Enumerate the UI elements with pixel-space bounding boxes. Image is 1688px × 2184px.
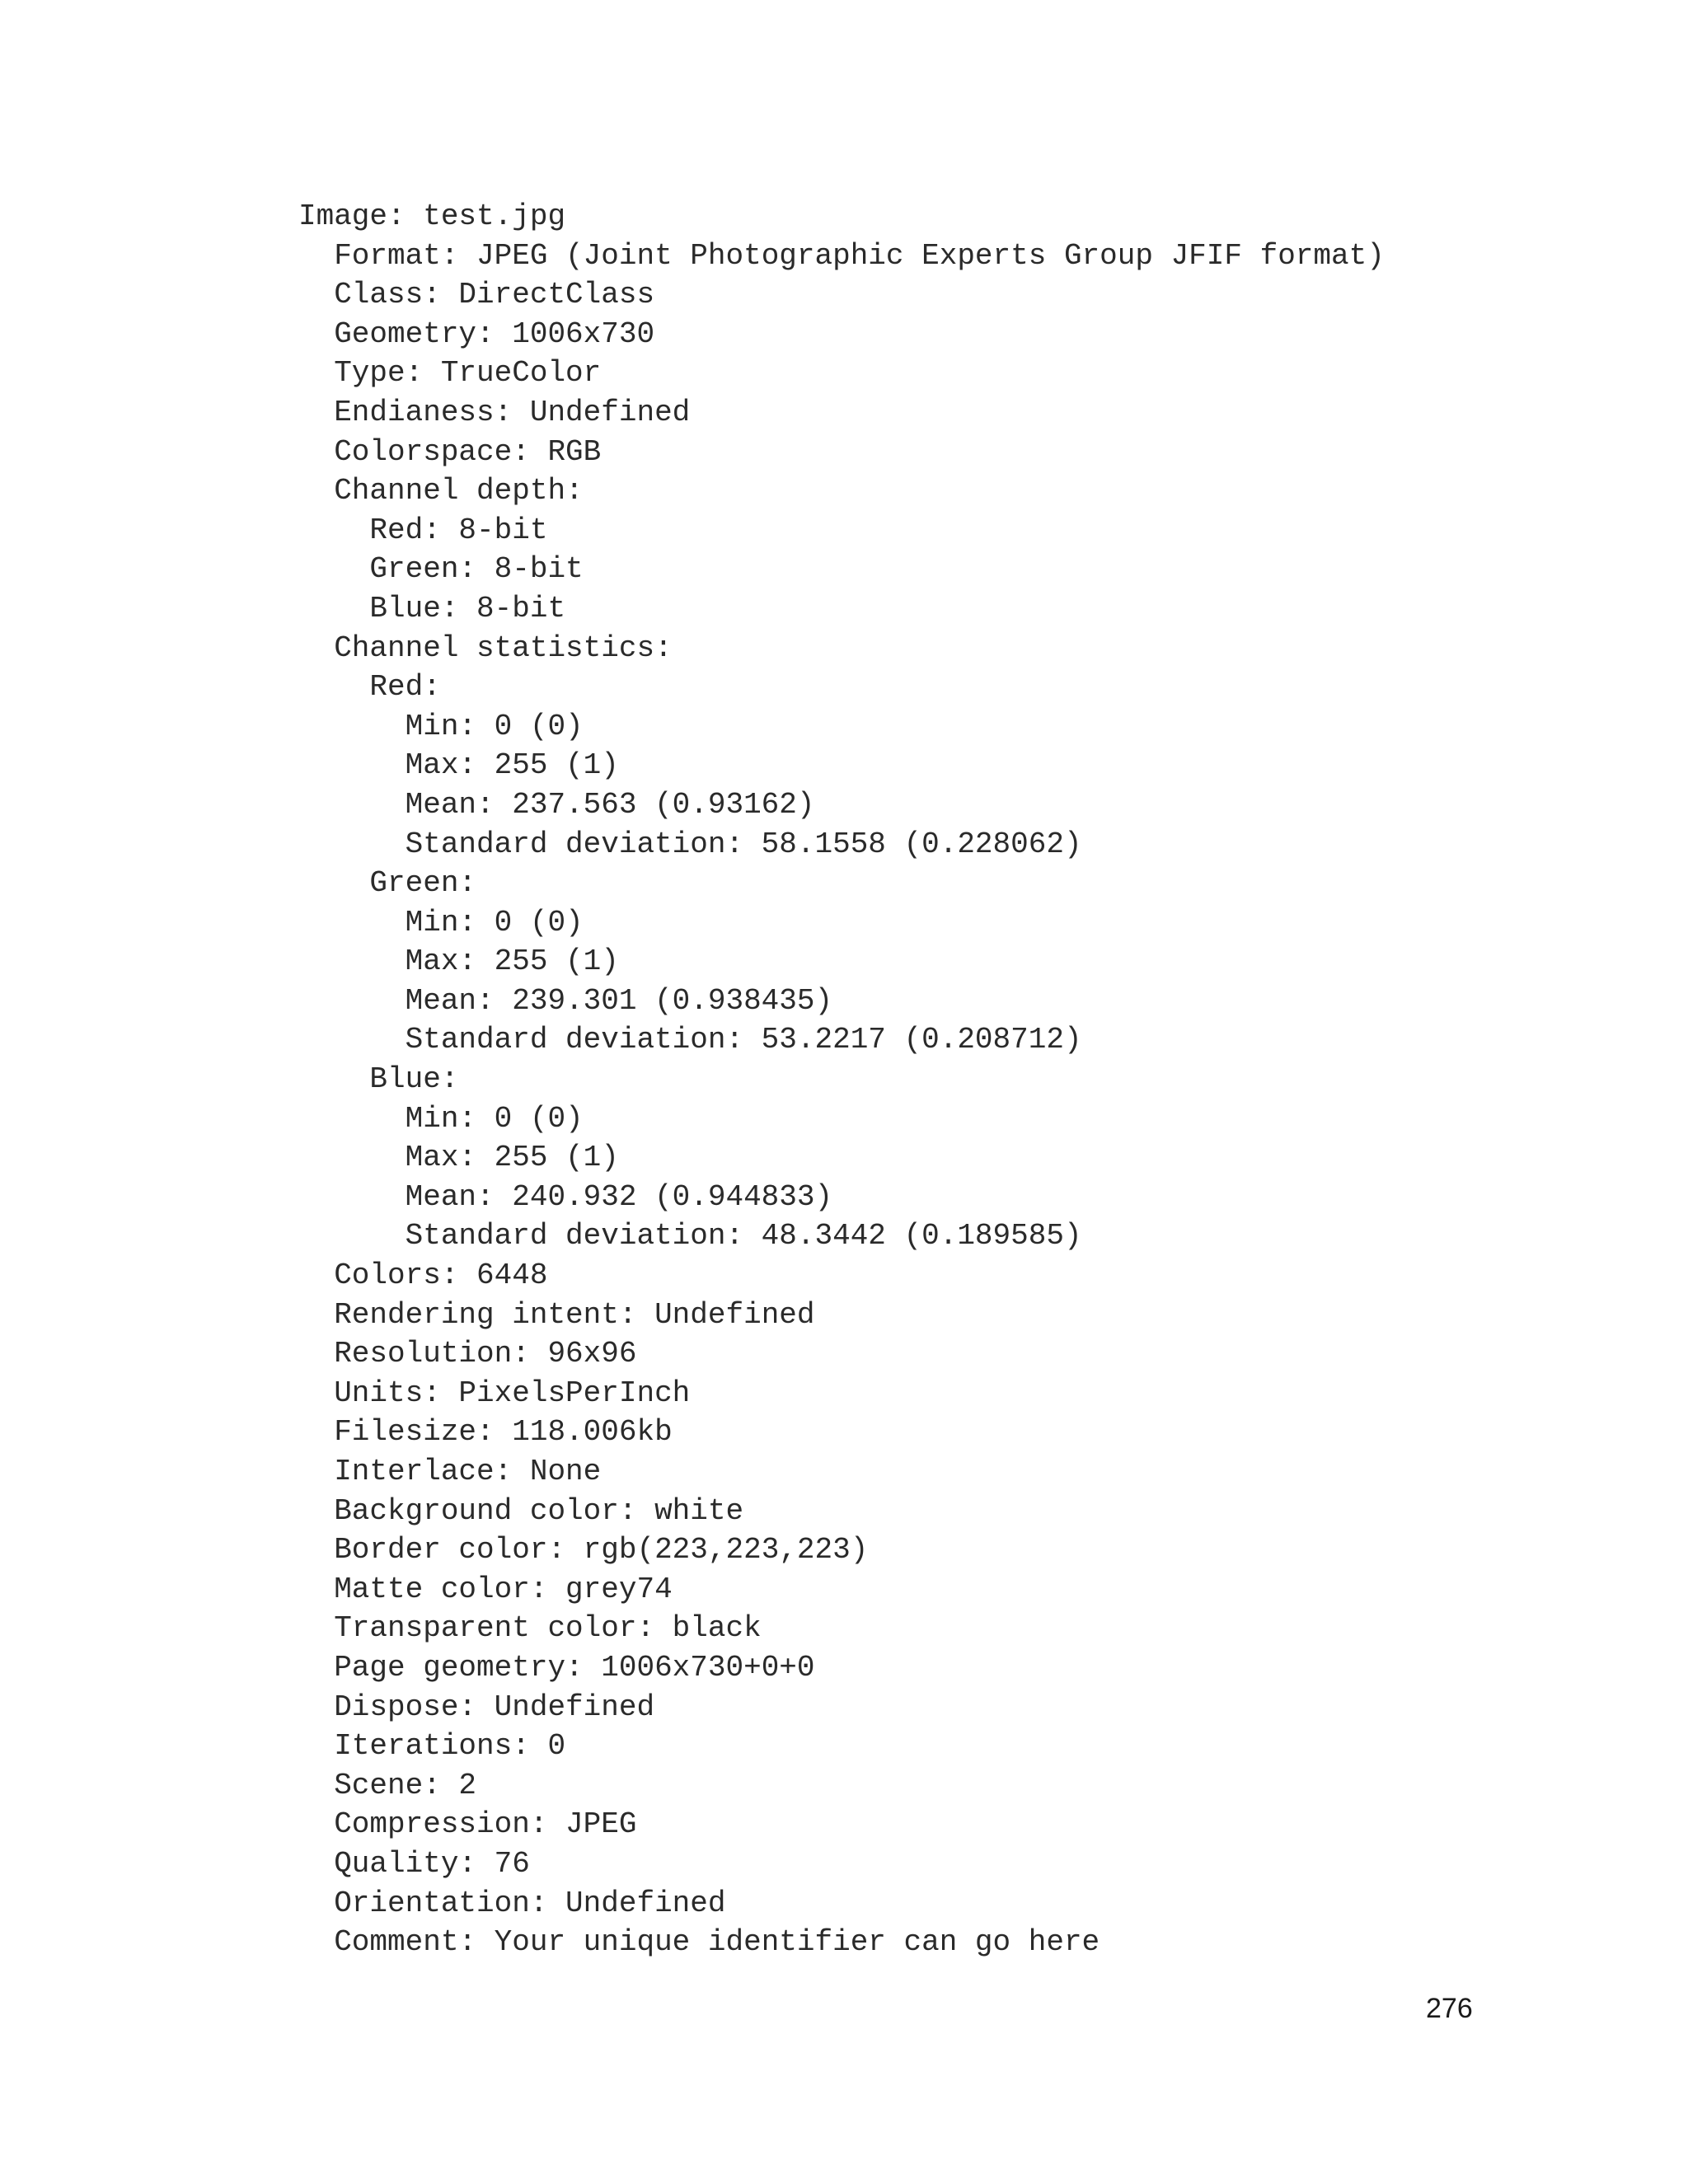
listing-line: Green: <box>369 866 477 901</box>
listing-line: Blue: <box>369 1062 459 1097</box>
listing-line: Comment: Your unique identifier can go here <box>334 1925 1100 1960</box>
listing-line: Red: 8-bit <box>369 513 548 547</box>
listing-line: Max: 255 (1) <box>405 1141 619 1175</box>
listing-line: Rendering intent: Undefined <box>334 1297 815 1332</box>
listing-line: Class: DirectClass <box>334 278 655 312</box>
listing-line: Min: 0 (0) <box>405 1101 584 1136</box>
listing-line: Resolution: 96x96 <box>334 1337 637 1371</box>
listing-line: Endianess: Undefined <box>334 395 691 429</box>
listing-line: Transparent color: black <box>334 1611 762 1646</box>
listing-line: Channel statistics: <box>334 630 673 665</box>
listing-line: Min: 0 (0) <box>405 905 584 940</box>
listing-line: Interlace: None <box>334 1455 602 1488</box>
image-info-listing <box>298 197 1617 1962</box>
listing-line: Geometry: 1006x730 <box>334 316 655 351</box>
listing-line: Dispose: Undefined <box>334 1690 655 1724</box>
listing-line: Matte color: grey74 <box>334 1572 673 1606</box>
listing-line: Green: 8-bit <box>369 552 584 587</box>
listing-line: Channel depth: <box>334 474 584 509</box>
listing-line: Border color: rgb(223,223,223) <box>334 1533 869 1568</box>
listing-line: Iterations: 0 <box>334 1729 566 1764</box>
listing-line: Min: 0 (0) <box>405 709 584 743</box>
listing-line: Background color: white <box>334 1493 744 1528</box>
listing-line: Colorspace: RGB <box>334 434 602 469</box>
listing-line: Standard deviation: 58.1558 (0.228062) <box>405 827 1082 861</box>
listing-line: Compression: JPEG <box>334 1807 637 1842</box>
listing-line: Red: <box>369 670 441 705</box>
listing-line: Orientation: Undefined <box>334 1886 726 1920</box>
listing-line: Mean: 237.563 (0.93162) <box>405 787 815 822</box>
listing-line: Standard deviation: 53.2217 (0.208712) <box>405 1023 1082 1057</box>
listing-line: Image: test.jpg <box>298 199 566 233</box>
listing-line: Mean: 240.932 (0.944833) <box>405 1179 833 1214</box>
listing-line: Units: PixelsPerInch <box>334 1376 691 1410</box>
listing-line: Page geometry: 1006x730+0+0 <box>334 1650 815 1685</box>
listing-line: Standard deviation: 48.3442 (0.189585) <box>405 1219 1082 1254</box>
listing-line: Format: JPEG (Joint Photographic Experts Group JFIF format) <box>334 238 1385 273</box>
listing-line: Scene: 2 <box>334 1768 477 1802</box>
listing-line: Filesize: 118.006kb <box>334 1415 673 1450</box>
listing-line: Colors: 6448 <box>334 1258 548 1293</box>
listing-line: Max: 255 (1) <box>405 748 619 783</box>
page-number: 276 <box>1426 1993 1473 2024</box>
listing-line: Blue: 8-bit <box>369 591 566 626</box>
listing-line: Quality: 76 <box>334 1846 530 1881</box>
listing-line: Mean: 239.301 (0.938435) <box>405 983 833 1018</box>
listing-line: Type: TrueColor <box>334 356 602 391</box>
listing-line: Max: 255 (1) <box>405 944 619 979</box>
